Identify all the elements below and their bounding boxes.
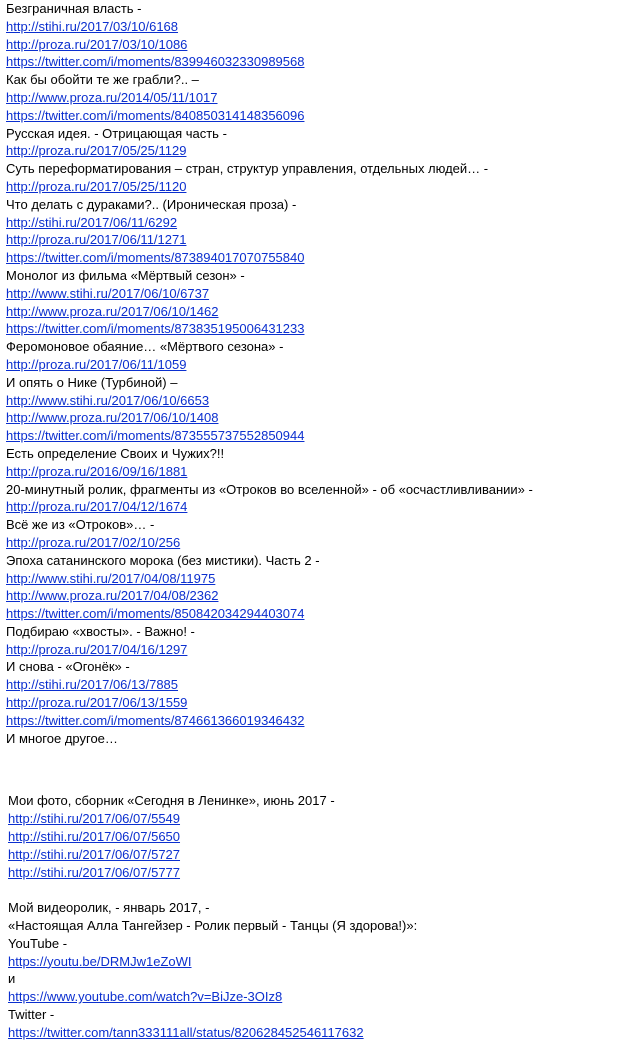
hyperlink[interactable]: http://proza.ru/2017/02/10/256 <box>6 534 181 550</box>
hyperlink[interactable]: http://www.proza.ru/2014/05/11/1017 <box>6 89 218 105</box>
text-line: Twitter - <box>8 1007 55 1023</box>
link-line <box>6 587 636 605</box>
text-line: Русская идея. - Отрицающая часть - <box>6 125 227 141</box>
hyperlink[interactable]: http://proza.ru/2017/04/12/1674 <box>6 499 188 515</box>
text-line: Безграничная власть - <box>6 1 142 16</box>
hyperlink[interactable]: http://proza.ru/2017/06/13/1559 <box>6 695 188 711</box>
link-line <box>6 694 636 712</box>
hyperlink[interactable]: http://www.proza.ru/2017/06/10/1462 <box>6 303 219 319</box>
hyperlink[interactable]: http://proza.ru/2017/06/11/1059 <box>6 356 187 372</box>
blank-space <box>6 881 636 899</box>
hyperlink[interactable]: https://twitter.com/i/moments/850842034294403074 <box>6 606 305 622</box>
hyperlink[interactable]: http://proza.ru/2017/05/25/1129 <box>6 143 187 159</box>
link-line <box>6 356 636 374</box>
link-line <box>6 498 636 516</box>
link-line <box>6 712 636 730</box>
link-line <box>6 178 636 196</box>
text-line: Мой видеоролик, - январь 2017, - <box>8 900 210 916</box>
blank-space <box>6 747 636 792</box>
hyperlink[interactable]: https://twitter.com/i/moments/874661366019346432 <box>6 712 305 728</box>
hyperlink[interactable]: http://www.proza.ru/2017/04/08/2362 <box>6 588 219 604</box>
link-line <box>6 142 636 160</box>
link-line <box>6 303 636 321</box>
link-line <box>6 89 636 107</box>
link-line <box>6 392 636 410</box>
hyperlink[interactable]: http://proza.ru/2017/05/25/1120 <box>6 178 187 194</box>
link-line <box>8 864 636 882</box>
hyperlink[interactable]: http://proza.ru/2016/09/16/1881 <box>6 463 188 479</box>
text-line: И снова - «Огонёк» - <box>6 659 130 675</box>
text-line: Подбираю «хвосты». - Важно! - <box>6 623 195 639</box>
hyperlink[interactable]: http://stihi.ru/2017/06/13/7885 <box>6 677 179 693</box>
hyperlink[interactable]: http://www.stihi.ru/2017/04/08/11975 <box>6 570 216 586</box>
hyperlink[interactable]: https://youtu.be/DRMJw1eZoWI <box>8 953 192 969</box>
link-line <box>6 53 636 71</box>
link-line <box>8 1024 636 1042</box>
section-video <box>6 899 636 1041</box>
text-line: Всё же из «Отроков»… - <box>6 517 155 533</box>
text-line: Мои фото, сборник «Сегодня в Ленинке», июнь 2017 - <box>8 793 335 809</box>
link-line <box>6 676 636 694</box>
text-line: И опять о Нике (Турбиной) – <box>6 374 178 390</box>
hyperlink[interactable]: http://www.proza.ru/2017/06/10/1408 <box>6 410 219 426</box>
hyperlink[interactable]: https://twitter.com/i/moments/873555737552850944 <box>6 428 305 444</box>
text-line: YouTube - <box>8 935 68 951</box>
link-line <box>6 427 636 445</box>
link-line <box>6 214 636 232</box>
hyperlink[interactable]: http://stihi.ru/2017/03/10/6168 <box>6 18 179 34</box>
text-line: и <box>8 971 16 987</box>
link-line <box>6 534 636 552</box>
link-line <box>8 846 636 864</box>
text-line: «Настоящая Алла Тангейзер - Ролик первый - Танцы (Я здорова!)»: <box>8 918 418 934</box>
link-line <box>6 18 636 36</box>
link-line <box>6 231 636 249</box>
link-line <box>6 409 636 427</box>
text-line: Эпоха сатанинского морока (без мистики). Часть 2 - <box>6 552 320 568</box>
hyperlink[interactable]: http://proza.ru/2017/06/11/1271 <box>6 232 187 248</box>
link-line <box>6 570 636 588</box>
hyperlink[interactable]: http://stihi.ru/2017/06/07/5777 <box>8 864 181 880</box>
section-photos <box>6 792 636 881</box>
link-line <box>6 320 636 338</box>
text-line: Монолог из фильма «Мёртвый сезон» - <box>6 267 245 283</box>
text-line: Есть определение Своих и Чужих?!! <box>6 445 225 461</box>
hyperlink[interactable]: http://www.stihi.ru/2017/06/10/6653 <box>6 392 210 408</box>
hyperlink[interactable]: http://proza.ru/2017/04/16/1297 <box>6 641 188 657</box>
link-line <box>6 249 636 267</box>
link-line <box>6 641 636 659</box>
link-line <box>8 988 636 1006</box>
section-publications <box>6 0 636 747</box>
text-line: Суть переформатирования – стран, структур управления, отдельных людей… - <box>6 161 489 177</box>
link-line <box>6 605 636 623</box>
hyperlink[interactable]: http://stihi.ru/2017/06/07/5650 <box>8 829 181 845</box>
link-line <box>6 463 636 481</box>
link-line <box>6 107 636 125</box>
hyperlink[interactable]: https://twitter.com/tann333111all/status/820628452546117632 <box>8 1024 364 1040</box>
text-line: Феромоновое обаяние… «Мёртвого сезона» - <box>6 339 284 355</box>
text-line: Как бы обойти те же грабли?.. – <box>6 72 199 88</box>
hyperlink[interactable]: http://stihi.ru/2017/06/07/5727 <box>8 846 181 862</box>
text-line: Что делать с дураками?.. (Ироническая проза) - <box>6 196 297 212</box>
hyperlink[interactable]: https://twitter.com/i/moments/873835195006431233 <box>6 321 305 337</box>
hyperlink[interactable]: https://twitter.com/i/moments/840850314148356096 <box>6 107 305 123</box>
hyperlink[interactable]: http://www.stihi.ru/2017/06/10/6737 <box>6 285 210 301</box>
link-line <box>8 810 636 828</box>
hyperlink[interactable]: https://twitter.com/i/moments/873894017070755840 <box>6 250 305 266</box>
link-line <box>8 953 636 971</box>
hyperlink[interactable]: https://twitter.com/i/moments/839946032330989568 <box>6 54 305 70</box>
link-line <box>8 828 636 846</box>
text-line: И многое другое… <box>6 730 118 746</box>
document-body <box>6 0 636 1042</box>
link-line <box>6 36 636 54</box>
hyperlink[interactable]: http://proza.ru/2017/03/10/1086 <box>6 36 188 52</box>
link-line <box>6 285 636 303</box>
hyperlink[interactable]: http://stihi.ru/2017/06/07/5549 <box>8 811 181 827</box>
hyperlink[interactable]: https://www.youtube.com/watch?v=BiJze-3OIz8 <box>8 989 283 1005</box>
hyperlink[interactable]: http://stihi.ru/2017/06/11/6292 <box>6 214 178 230</box>
text-line: 20-минутный ролик, фрагменты из «Отроков во вселенной» - об «осчастливливании» - <box>6 481 533 497</box>
